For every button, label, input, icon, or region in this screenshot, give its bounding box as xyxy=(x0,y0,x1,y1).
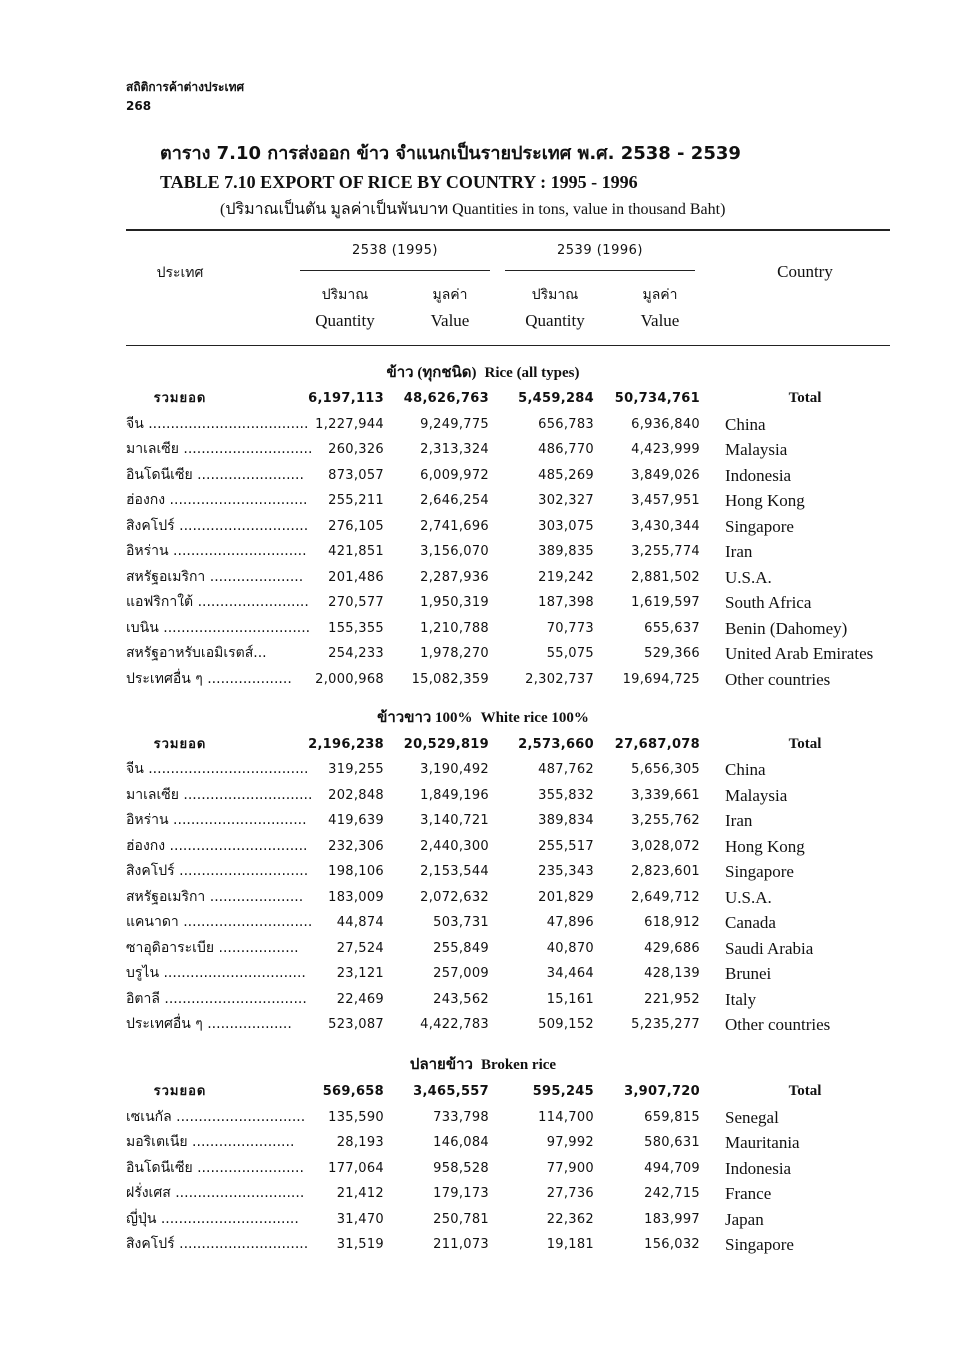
country-english: Benin (Dahomey) xyxy=(725,619,848,638)
units-note: (ปริมาณเป็นตัน มูลค่าเป็นพันบาท Quantities in tons, value in thousand Baht) xyxy=(220,201,726,218)
col-country-english: Country xyxy=(777,262,833,281)
country-thai: สิงคโปร์ ............................. xyxy=(126,863,309,879)
value-1996: 3,255,774 xyxy=(631,544,700,559)
country-english: Iran xyxy=(725,542,753,561)
country-thai: จีน .................................... xyxy=(126,416,309,432)
value-1995: 1,210,788 xyxy=(420,621,489,636)
quantity-1996: 2,573,660 xyxy=(518,737,594,752)
country-english: Singapore xyxy=(725,862,794,881)
country-thai: สหรัฐอเมริกา ..................... xyxy=(126,889,304,905)
table-row xyxy=(0,667,966,692)
quantity-1995: 873,057 xyxy=(328,468,384,483)
country-english: Japan xyxy=(725,1210,764,1229)
section-title-english: White rice 100% xyxy=(480,710,589,726)
value-1996: 2,649,712 xyxy=(631,890,700,905)
header-bottom-rule xyxy=(126,345,890,346)
value-1995: 3,190,492 xyxy=(420,762,489,777)
value-1995: 1,849,196 xyxy=(420,788,489,803)
year-1995-rule xyxy=(300,270,490,271)
table-row xyxy=(0,1130,966,1155)
quantity-1996: 55,075 xyxy=(546,646,594,661)
value-1996: 3,430,344 xyxy=(631,519,700,534)
country-english: United Arab Emirates xyxy=(725,644,874,663)
value-1996: 19,694,725 xyxy=(622,672,700,687)
country-english: Senegal xyxy=(725,1108,779,1127)
quantity-1996: 5,459,284 xyxy=(518,391,594,406)
quantity-1996: 235,343 xyxy=(538,864,594,879)
value-1996: 156,032 xyxy=(644,1237,700,1252)
value-1996: 1,619,597 xyxy=(631,595,700,610)
quantity-1995: 6,197,113 xyxy=(308,391,384,406)
country-english: Saudi Arabia xyxy=(725,939,814,958)
total-label-english: Total xyxy=(788,390,822,406)
quantity-1995: 31,470 xyxy=(336,1212,384,1227)
total-label-english: Total xyxy=(788,736,822,752)
quantity-1996: 19,181 xyxy=(546,1237,594,1252)
country-thai: สหรัฐอเมริกา ..................... xyxy=(126,569,304,585)
quantity-1995: 183,009 xyxy=(328,890,384,905)
country-thai: เบนิน ................................. xyxy=(126,620,311,636)
country-english: Other countries xyxy=(725,670,831,689)
quantity-1995: 198,106 xyxy=(328,864,384,879)
quantity-1995: 28,193 xyxy=(336,1135,384,1150)
country-english: Canada xyxy=(725,913,776,932)
quantity-1996: 77,900 xyxy=(546,1161,594,1176)
value-1996: 429,686 xyxy=(644,941,700,956)
total-label-english: Total xyxy=(788,1083,822,1099)
value-1996: 659,815 xyxy=(644,1110,700,1125)
quantity-1996: 47,896 xyxy=(546,915,594,930)
quantity-1995: 2,000,968 xyxy=(315,672,384,687)
country-english: China xyxy=(725,760,766,779)
quantity-1995: 270,577 xyxy=(328,595,384,610)
table-top-rule xyxy=(126,229,890,231)
value-1995: 48,626,763 xyxy=(403,391,489,406)
section-title-english: Rice (all types) xyxy=(484,365,580,381)
value-1996: 3,255,762 xyxy=(631,813,700,828)
total-label-thai: รวมยอด xyxy=(153,737,207,752)
country-english: Mauritania xyxy=(725,1133,800,1152)
quantity-1995: 254,233 xyxy=(328,646,384,661)
table-row xyxy=(0,616,966,641)
quantity-1995: 523,087 xyxy=(328,1017,384,1032)
table-row xyxy=(0,641,966,666)
value-1996: 580,631 xyxy=(644,1135,700,1150)
section-title xyxy=(0,361,966,385)
country-thai: แอฟริกาใต้ ......................... xyxy=(126,594,309,610)
value-1996: 27,687,078 xyxy=(614,737,700,752)
page-header xyxy=(126,78,244,116)
table-row xyxy=(0,565,966,590)
value-1995: 2,313,324 xyxy=(420,442,489,457)
table-row xyxy=(0,834,966,859)
country-english: China xyxy=(725,415,766,434)
country-thai: ฮ่องกง ............................... xyxy=(126,838,308,854)
quantity-1995: 2,196,238 xyxy=(308,737,384,752)
country-thai: มาเลเซีย ............................. xyxy=(126,441,313,457)
quantity-1995: 202,848 xyxy=(328,788,384,803)
value-1995: 958,528 xyxy=(433,1161,489,1176)
country-thai: อิหร่าน .............................. xyxy=(126,543,307,559)
country-thai: ญี่ปุ่น ............................... xyxy=(126,1211,299,1227)
country-english: U.S.A. xyxy=(725,568,772,587)
value-1995: 3,140,721 xyxy=(420,813,489,828)
section-title-english: Broken rice xyxy=(480,1057,557,1073)
quantity-1995: 155,355 xyxy=(328,621,384,636)
total-row xyxy=(0,386,966,411)
quantity-1995: 177,064 xyxy=(328,1161,384,1176)
year-1996-rule xyxy=(505,270,695,271)
quantity-1995: 255,211 xyxy=(328,493,384,508)
table-row xyxy=(0,412,966,437)
country-thai: จีน .................................... xyxy=(126,761,309,777)
quantity-1995: 21,412 xyxy=(336,1186,384,1201)
col-val-english-1995: Value xyxy=(430,311,470,330)
quantity-1996: 40,870 xyxy=(546,941,594,956)
table-row xyxy=(0,936,966,961)
quantity-1995: 569,658 xyxy=(322,1084,384,1099)
country-thai: แคนาดา ............................. xyxy=(126,914,313,930)
col-country-thai: ประเทศ xyxy=(156,265,204,281)
country-thai: ซาอุดิอาระเบีย .................. xyxy=(126,940,299,956)
value-1996: 428,139 xyxy=(644,966,700,981)
quantity-1996: 34,464 xyxy=(546,966,594,981)
value-1995: 20,529,819 xyxy=(403,737,489,752)
col-qty-thai-1995: ปริมาณ xyxy=(321,287,369,303)
col-val-thai-1995: มูลค่า xyxy=(432,287,468,303)
value-1995: 179,173 xyxy=(433,1186,489,1201)
value-1996: 5,656,305 xyxy=(631,762,700,777)
value-1996: 3,457,951 xyxy=(631,493,700,508)
country-english: Singapore xyxy=(725,517,794,536)
country-english: Hong Kong xyxy=(725,837,805,856)
quantity-1995: 27,524 xyxy=(336,941,384,956)
value-1995: 250,781 xyxy=(433,1212,489,1227)
page-number: 268 xyxy=(126,99,152,113)
value-1995: 2,153,544 xyxy=(420,864,489,879)
quantity-1995: 201,486 xyxy=(328,570,384,585)
country-thai: ประเทศอื่น ๆ ................... xyxy=(126,671,292,687)
table-row xyxy=(0,808,966,833)
quantity-1996: 355,832 xyxy=(538,788,594,803)
table-row xyxy=(0,590,966,615)
section-title-thai: ข้าว (ทุกชนิด) xyxy=(386,365,477,381)
country-thai: มอริเตเนีย ....................... xyxy=(126,1134,295,1150)
section-title-thai: ปลายข้าว xyxy=(409,1057,473,1073)
col-qty-english-1996: Quantity xyxy=(525,311,585,330)
quantity-1996: 509,152 xyxy=(538,1017,594,1032)
country-english: Iran xyxy=(725,811,753,830)
table-row xyxy=(0,539,966,564)
table-row xyxy=(0,961,966,986)
value-1995: 15,082,359 xyxy=(411,672,489,687)
quantity-1996: 389,834 xyxy=(538,813,594,828)
quantity-1995: 31,519 xyxy=(336,1237,384,1252)
table-row xyxy=(0,1156,966,1181)
title-english: TABLE 7.10 EXPORT OF RICE BY COUNTRY : 1995 - 1996 xyxy=(160,172,638,192)
country-english: Italy xyxy=(725,990,757,1009)
quantity-1996: 255,517 xyxy=(538,839,594,854)
value-1995: 2,287,936 xyxy=(420,570,489,585)
section-title xyxy=(0,706,966,730)
country-thai: สิงคโปร์ ............................. xyxy=(126,1236,309,1252)
country-thai: อินโดนีเซีย ........................ xyxy=(126,1160,304,1176)
value-1995: 2,646,254 xyxy=(420,493,489,508)
quantity-1995: 319,255 xyxy=(328,762,384,777)
table-row xyxy=(0,783,966,808)
quantity-1996: 187,398 xyxy=(538,595,594,610)
country-thai: ฮ่องกง ............................... xyxy=(126,492,308,508)
quantity-1996: 201,829 xyxy=(538,890,594,905)
value-1995: 1,978,270 xyxy=(420,646,489,661)
quantity-1996: 389,835 xyxy=(538,544,594,559)
value-1995: 255,849 xyxy=(433,941,489,956)
value-1995: 3,465,557 xyxy=(413,1084,489,1099)
country-thai: อิหร่าน .............................. xyxy=(126,812,307,828)
title-thai: ตาราง 7.10 การส่งออก ข้าว จำแนกเป็นรายประเทศ พ.ศ. 2538 - 2539 xyxy=(160,143,741,164)
col-year-1996: 2539 (1996) xyxy=(557,243,643,258)
table-title xyxy=(160,140,900,196)
country-english: France xyxy=(725,1184,772,1203)
quantity-1996: 219,242 xyxy=(538,570,594,585)
quantity-1996: 487,762 xyxy=(538,762,594,777)
value-1996: 3,028,072 xyxy=(631,839,700,854)
country-thai: สหรัฐอาหรับเอมิเรตส์... xyxy=(126,645,267,661)
quantity-1995: 276,105 xyxy=(328,519,384,534)
value-1996: 183,997 xyxy=(644,1212,700,1227)
country-english: South Africa xyxy=(725,593,812,612)
value-1995: 9,249,775 xyxy=(420,417,489,432)
quantity-1996: 2,302,737 xyxy=(525,672,594,687)
quantity-1995: 419,639 xyxy=(328,813,384,828)
table-row xyxy=(0,514,966,539)
country-thai: อินโดนีเซีย ........................ xyxy=(126,467,304,483)
country-english: Malaysia xyxy=(725,440,788,459)
country-thai: เซเนกัล ............................. xyxy=(126,1109,306,1125)
value-1995: 2,072,632 xyxy=(420,890,489,905)
table-row xyxy=(0,437,966,462)
quantity-1996: 485,269 xyxy=(538,468,594,483)
quantity-1995: 232,306 xyxy=(328,839,384,854)
table-row xyxy=(0,1181,966,1206)
table-row xyxy=(0,488,966,513)
quantity-1996: 656,783 xyxy=(538,417,594,432)
value-1996: 242,715 xyxy=(644,1186,700,1201)
col-qty-english-1995: Quantity xyxy=(315,311,375,330)
value-1996: 618,912 xyxy=(644,915,700,930)
table-row xyxy=(0,1105,966,1130)
quantity-1996: 97,992 xyxy=(546,1135,594,1150)
quantity-1995: 421,851 xyxy=(328,544,384,559)
value-1996: 2,823,601 xyxy=(631,864,700,879)
total-label-thai: รวมยอด xyxy=(153,1084,207,1099)
value-1996: 5,235,277 xyxy=(631,1017,700,1032)
value-1996: 529,366 xyxy=(644,646,700,661)
quantity-1995: 1,227,944 xyxy=(315,417,384,432)
country-thai: มาเลเซีย ............................. xyxy=(126,787,313,803)
total-label-thai: รวมยอด xyxy=(153,391,207,406)
country-english: Brunei xyxy=(725,964,772,983)
value-1995: 2,741,696 xyxy=(420,519,489,534)
table-row xyxy=(0,1207,966,1232)
country-thai: ประเทศอื่น ๆ ................... xyxy=(126,1016,292,1032)
quantity-1996: 303,075 xyxy=(538,519,594,534)
value-1995: 3,156,070 xyxy=(420,544,489,559)
country-english: U.S.A. xyxy=(725,888,772,907)
total-row xyxy=(0,732,966,757)
value-1995: 2,440,300 xyxy=(420,839,489,854)
value-1995: 243,562 xyxy=(433,992,489,1007)
value-1996: 221,952 xyxy=(644,992,700,1007)
value-1995: 1,950,319 xyxy=(420,595,489,610)
table-row xyxy=(0,987,966,1012)
col-val-english-1996: Value xyxy=(640,311,680,330)
country-english: Other countries xyxy=(725,1015,831,1034)
value-1995: 211,073 xyxy=(433,1237,489,1252)
table-row xyxy=(0,910,966,935)
value-1995: 4,422,783 xyxy=(420,1017,489,1032)
quantity-1996: 114,700 xyxy=(538,1110,594,1125)
value-1996: 3,849,026 xyxy=(631,468,700,483)
table-row xyxy=(0,885,966,910)
country-thai: สิงคโปร์ ............................. xyxy=(126,518,309,534)
quantity-1996: 27,736 xyxy=(546,1186,594,1201)
quantity-1995: 23,121 xyxy=(336,966,384,981)
country-english: Singapore xyxy=(725,1235,794,1254)
value-1996: 6,936,840 xyxy=(631,417,700,432)
table-row xyxy=(0,1012,966,1037)
country-thai: บรูไน ................................ xyxy=(126,965,306,981)
country-thai: ฝรั่งเศส ............................. xyxy=(126,1185,305,1201)
section-title-thai: ข้าวขาว 100% xyxy=(377,710,473,726)
quantity-1996: 15,161 xyxy=(546,992,594,1007)
col-qty-thai-1996: ปริมาณ xyxy=(531,287,579,303)
col-year-1995: 2538 (1995) xyxy=(352,243,438,258)
total-row xyxy=(0,1079,966,1104)
running-title: สถิติการค้าต่างประเทศ xyxy=(126,80,245,94)
table-row xyxy=(0,463,966,488)
quantity-1995: 22,469 xyxy=(336,992,384,1007)
quantity-1996: 22,362 xyxy=(546,1212,594,1227)
section-title xyxy=(0,1053,966,1077)
quantity-1996: 486,770 xyxy=(538,442,594,457)
value-1996: 4,423,999 xyxy=(631,442,700,457)
value-1996: 655,637 xyxy=(644,621,700,636)
value-1995: 146,084 xyxy=(433,1135,489,1150)
country-english: Indonesia xyxy=(725,1159,792,1178)
quantity-1995: 44,874 xyxy=(336,915,384,930)
value-1995: 6,009,972 xyxy=(420,468,489,483)
table-row xyxy=(0,1232,966,1257)
value-1996: 3,907,720 xyxy=(624,1084,700,1099)
quantity-1996: 70,773 xyxy=(546,621,594,636)
country-english: Malaysia xyxy=(725,786,788,805)
value-1995: 503,731 xyxy=(433,915,489,930)
quantity-1995: 260,326 xyxy=(328,442,384,457)
value-1995: 257,009 xyxy=(433,966,489,981)
value-1995: 733,798 xyxy=(433,1110,489,1125)
table-row xyxy=(0,757,966,782)
country-english: Indonesia xyxy=(725,466,792,485)
country-thai: อิตาลี ................................ xyxy=(126,991,307,1007)
value-1996: 3,339,661 xyxy=(631,788,700,803)
quantity-1996: 302,327 xyxy=(538,493,594,508)
quantity-1995: 135,590 xyxy=(328,1110,384,1125)
value-1996: 494,709 xyxy=(644,1161,700,1176)
table-row xyxy=(0,859,966,884)
quantity-1996: 595,245 xyxy=(532,1084,594,1099)
value-1996: 2,881,502 xyxy=(631,570,700,585)
value-1996: 50,734,761 xyxy=(614,391,700,406)
country-english: Hong Kong xyxy=(725,491,805,510)
col-val-thai-1996: มูลค่า xyxy=(642,287,678,303)
